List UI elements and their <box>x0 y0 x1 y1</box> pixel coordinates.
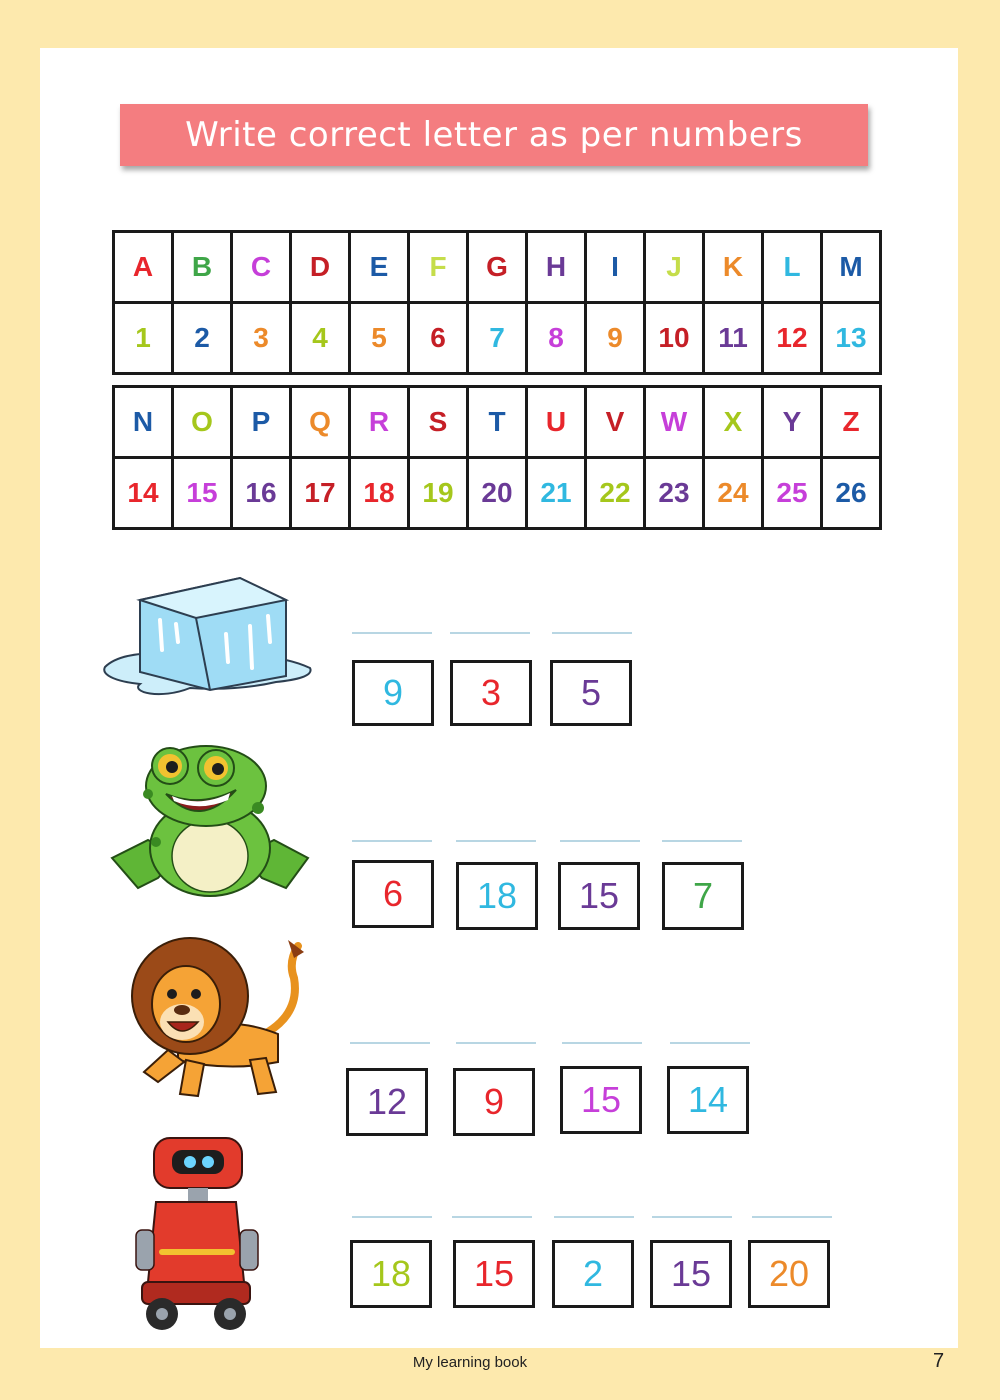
number-cell: 12 <box>763 303 822 374</box>
letter-cell: V <box>586 387 645 458</box>
number-cell: 9 <box>586 303 645 374</box>
answer-line[interactable] <box>552 632 632 634</box>
number-cell: 10 <box>645 303 704 374</box>
letter-cell: U <box>527 387 586 458</box>
answer-line[interactable] <box>452 1216 532 1218</box>
number-box: 7 <box>662 862 744 930</box>
number-cell: 17 <box>291 458 350 529</box>
letter-row <box>114 232 881 303</box>
answer-line[interactable] <box>450 632 530 634</box>
letter-cell: Y <box>763 387 822 458</box>
number-box: 18 <box>456 862 538 930</box>
number-box: 20 <box>748 1240 830 1308</box>
ice-cube-icon <box>100 572 315 724</box>
letter-row <box>114 387 881 458</box>
number-box: 5 <box>550 660 632 726</box>
letter-cell: A <box>114 232 173 303</box>
robot-icon <box>132 1134 260 1338</box>
answer-line[interactable] <box>752 1216 832 1218</box>
letter-cell: C <box>232 232 291 303</box>
answer-line[interactable] <box>350 1042 430 1044</box>
answer-line[interactable] <box>554 1216 634 1218</box>
number-cell: 3 <box>232 303 291 374</box>
letter-cell: X <box>704 387 763 458</box>
letter-cell: O <box>173 387 232 458</box>
number-cell: 25 <box>763 458 822 529</box>
number-box: 15 <box>560 1066 642 1134</box>
number-box: 9 <box>352 660 434 726</box>
number-cell: 16 <box>232 458 291 529</box>
letter-cell: Q <box>291 387 350 458</box>
number-cell: 18 <box>350 458 409 529</box>
letter-cell: L <box>763 232 822 303</box>
letter-cell: M <box>822 232 881 303</box>
number-box: 15 <box>650 1240 732 1308</box>
letter-cell: T <box>468 387 527 458</box>
letter-cell: I <box>586 232 645 303</box>
letter-cell: Z <box>822 387 881 458</box>
number-cell: 8 <box>527 303 586 374</box>
number-cell: 21 <box>527 458 586 529</box>
alphabet-key-table-a-m <box>112 230 882 375</box>
number-cell: 7 <box>468 303 527 374</box>
letter-cell: J <box>645 232 704 303</box>
letter-cell: B <box>173 232 232 303</box>
number-box: 2 <box>552 1240 634 1308</box>
number-cell: 19 <box>409 458 468 529</box>
number-row <box>114 303 881 374</box>
answer-line[interactable] <box>456 840 536 842</box>
page-number: 7 <box>933 1350 945 1372</box>
number-box: 9 <box>453 1068 535 1136</box>
answer-line[interactable] <box>662 840 742 842</box>
letter-cell: G <box>468 232 527 303</box>
number-box: 14 <box>667 1066 749 1134</box>
footer-book-title: My learning book <box>412 1354 528 1371</box>
answer-line[interactable] <box>562 1042 642 1044</box>
letter-cell: R <box>350 387 409 458</box>
answer-line[interactable] <box>560 840 640 842</box>
number-box: 6 <box>352 860 434 928</box>
letter-cell: P <box>232 387 291 458</box>
number-cell: 6 <box>409 303 468 374</box>
number-cell: 15 <box>173 458 232 529</box>
number-cell: 11 <box>704 303 763 374</box>
letter-cell: K <box>704 232 763 303</box>
number-cell: 26 <box>822 458 881 529</box>
number-box: 18 <box>350 1240 432 1308</box>
letter-cell: S <box>409 387 468 458</box>
letter-cell: E <box>350 232 409 303</box>
alphabet-key-table-n-z <box>112 385 882 530</box>
letter-cell: W <box>645 387 704 458</box>
answer-line[interactable] <box>352 840 432 842</box>
answer-line[interactable] <box>352 1216 432 1218</box>
answer-line[interactable] <box>456 1042 536 1044</box>
letter-cell: H <box>527 232 586 303</box>
number-cell: 22 <box>586 458 645 529</box>
number-cell: 14 <box>114 458 173 529</box>
frog-icon <box>108 738 313 907</box>
letter-cell: F <box>409 232 468 303</box>
letter-cell: D <box>291 232 350 303</box>
number-cell: 1 <box>114 303 173 374</box>
number-cell: 20 <box>468 458 527 529</box>
answer-line[interactable] <box>352 632 432 634</box>
number-box: 15 <box>453 1240 535 1308</box>
number-cell: 24 <box>704 458 763 529</box>
number-cell: 13 <box>822 303 881 374</box>
answer-line[interactable] <box>670 1042 750 1044</box>
number-cell: 23 <box>645 458 704 529</box>
number-row <box>114 458 881 529</box>
letter-cell: N <box>114 387 173 458</box>
worksheet-title-banner <box>120 104 868 166</box>
number-box: 15 <box>558 862 640 930</box>
number-box: 3 <box>450 660 532 726</box>
answer-line[interactable] <box>652 1216 732 1218</box>
number-box: 12 <box>346 1068 428 1136</box>
lion-icon <box>128 922 308 1112</box>
number-cell: 5 <box>350 303 409 374</box>
number-cell: 4 <box>291 303 350 374</box>
worksheet-title: Write correct letter as per numbers <box>185 115 803 155</box>
number-cell: 2 <box>173 303 232 374</box>
